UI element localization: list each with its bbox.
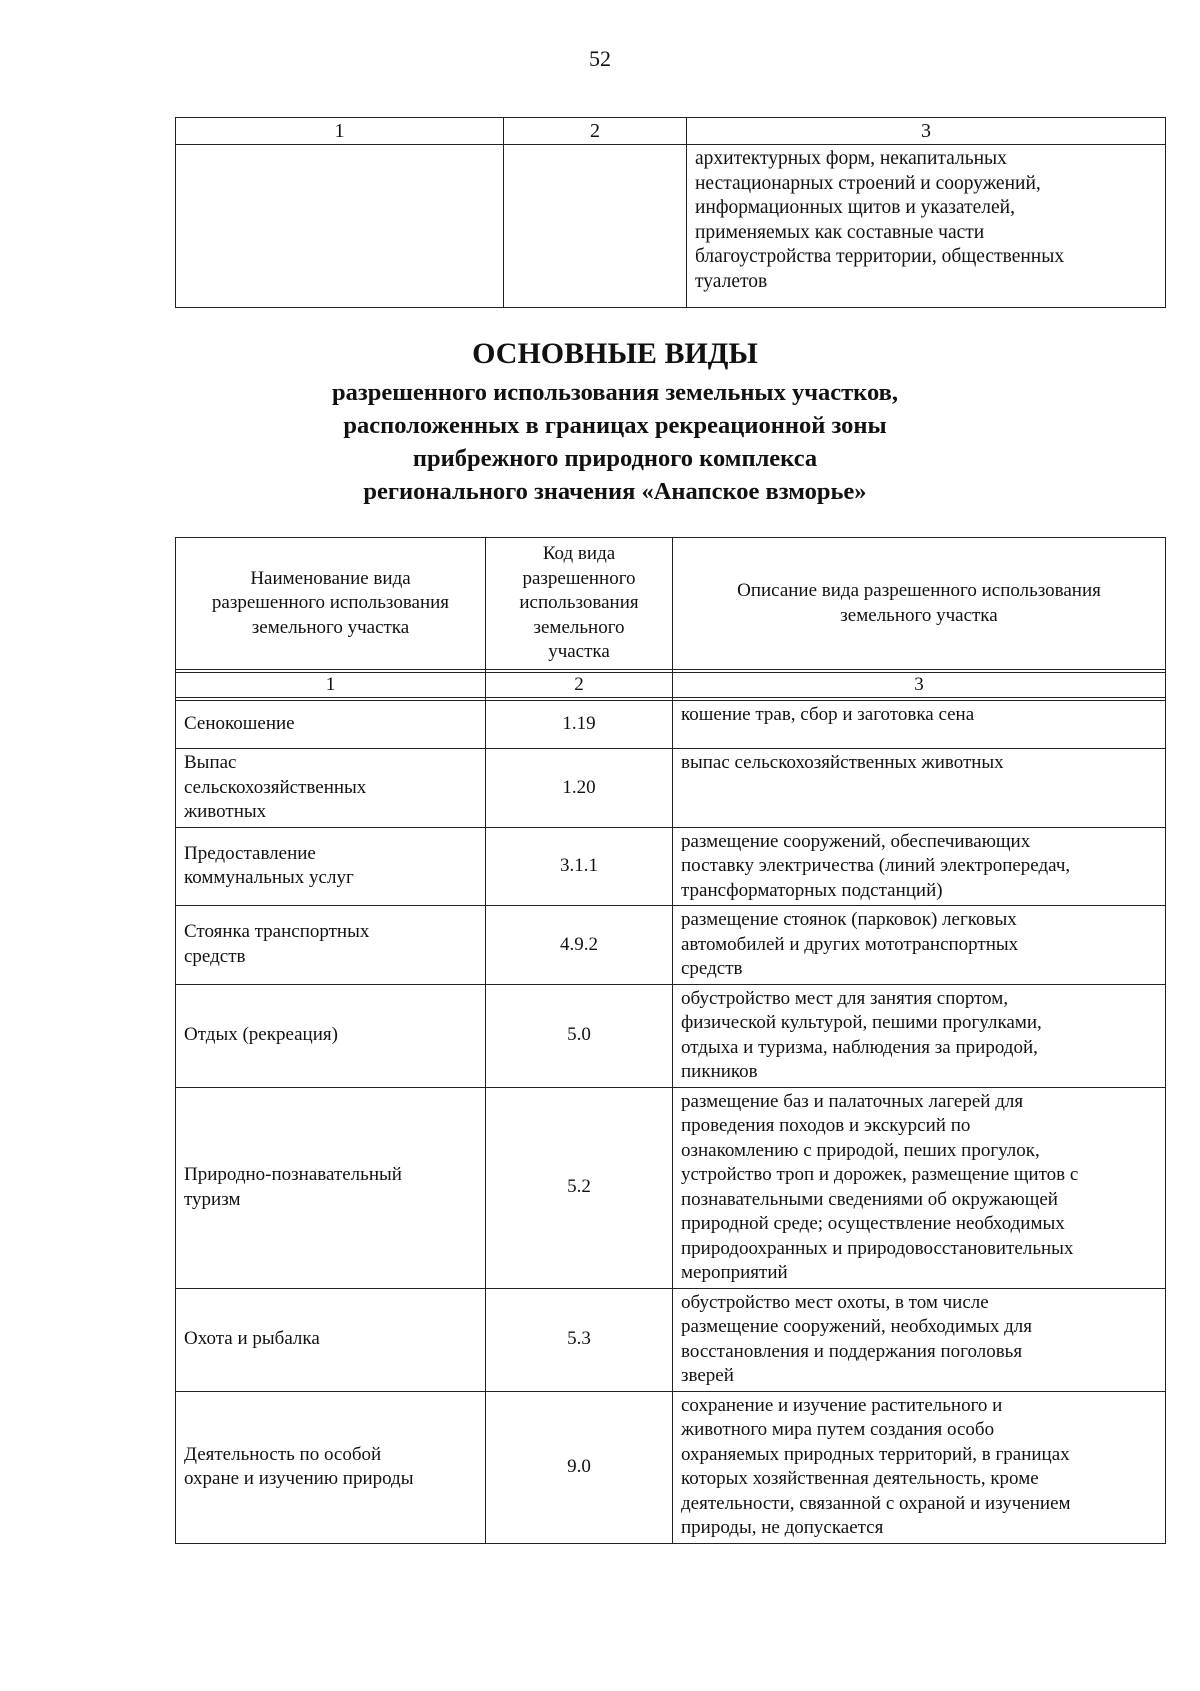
land-use-code: 5.2 [486, 1087, 673, 1288]
land-use-name: Деятельность по особой охране и изучению природы [176, 1391, 486, 1543]
land-use-description: обустройство мест охоты, в том числе размещение сооружений, необходимых для восстановления и поддержания поголовья зверей [673, 1288, 1166, 1391]
land-use-description: выпас сельскохозяйственных животных [673, 749, 1166, 828]
continuation-text: архитектурных форм, некапитальных нестационарных строений и сооружений, информационных щитов и указателей, применяемых как составные части благоустройства территории, общественных туалетов [687, 145, 1166, 308]
table-row [176, 1087, 1166, 1288]
table-header-row [176, 538, 1166, 670]
land-use-code: 5.0 [486, 984, 673, 1087]
col-number-3: 3 [673, 673, 1166, 698]
land-use-code: 1.19 [486, 701, 673, 749]
land-use-description: размещение баз и палаточных лагерей для проведения походов и экскурсий по ознакомлению с природой, пеших прогулок, устройство троп и дорожек, размещение щитов с познавательными сведениями об окружающей природной среде; осуществление необходимых природоохранных и природовосстановительных мероприятий [673, 1087, 1166, 1288]
table-row [176, 906, 1166, 985]
empty-cell [504, 145, 687, 308]
land-use-code: 4.9.2 [486, 906, 673, 985]
table-row [176, 1288, 1166, 1391]
col-number-1: 1 [176, 673, 486, 698]
table-row [176, 827, 1166, 906]
header-code: Код вида разрешенного использования земельного участка [486, 538, 673, 670]
land-use-name: Выпас сельскохозяйственных животных [176, 749, 486, 828]
table-row [176, 984, 1166, 1087]
table-row [176, 701, 1166, 749]
column-number-row [176, 673, 1166, 698]
column-number-row [176, 118, 1166, 145]
page-number: 52 [589, 46, 611, 71]
land-use-code: 9.0 [486, 1391, 673, 1543]
land-use-description: размещение стоянок (парковок) легковых автомобилей и других мототранспортных средств [673, 906, 1166, 985]
col-number-3: 3 [687, 118, 1166, 145]
title-main: ОСНОВНЫЕ ВИДЫ [472, 337, 758, 370]
land-use-code: 1.20 [486, 749, 673, 828]
land-use-description: кошение трав, сбор и заготовка сена [673, 701, 1166, 749]
section-title [0, 336, 1200, 508]
header-description: Описание вида разрешенного использования земельного участка [673, 538, 1166, 670]
land-use-table [175, 537, 1166, 1544]
land-use-name: Предоставление коммунальных услуг [176, 827, 486, 906]
table-body [176, 701, 1166, 1544]
land-use-code: 5.3 [486, 1288, 673, 1391]
col-number-1: 1 [176, 118, 504, 145]
land-use-description: сохранение и изучение растительного и животного мира путем создания особо охраняемых природных территорий, в границах которых хозяйственная деятельность, кроме деятельности, связанной с охраной и изучением природы, не допускается [673, 1391, 1166, 1543]
land-use-name: Отдых (рекреация) [176, 984, 486, 1087]
land-use-description: размещение сооружений, обеспечивающих поставку электричества (линий электропередач, трансформаторных подстанций) [673, 827, 1166, 906]
continuation-row [176, 145, 1166, 308]
land-use-description: обустройство мест для занятия спортом, физической культурой, пешими прогулками, отдыха и туризма, наблюдения за природой, пикников [673, 984, 1166, 1087]
col-number-2: 2 [504, 118, 687, 145]
land-use-code: 3.1.1 [486, 827, 673, 906]
col-number-2: 2 [486, 673, 673, 698]
header-name: Наименование вида разрешенного использования земельного участка [176, 538, 486, 670]
table-row [176, 749, 1166, 828]
land-use-name: Сенокошение [176, 701, 486, 749]
empty-cell [176, 145, 504, 308]
land-use-name: Охота и рыбалка [176, 1288, 486, 1391]
table-row [176, 1391, 1166, 1543]
land-use-name: Стоянка транспортных средств [176, 906, 486, 985]
land-use-name: Природно-познавательный туризм [176, 1087, 486, 1288]
continuation-table [175, 117, 1166, 308]
title-sub: разрешенного использования земельных участков, расположенных в границах рекреационной зоны прибрежного природного комплекса регионального значения «Анапское взморье» [332, 379, 898, 505]
